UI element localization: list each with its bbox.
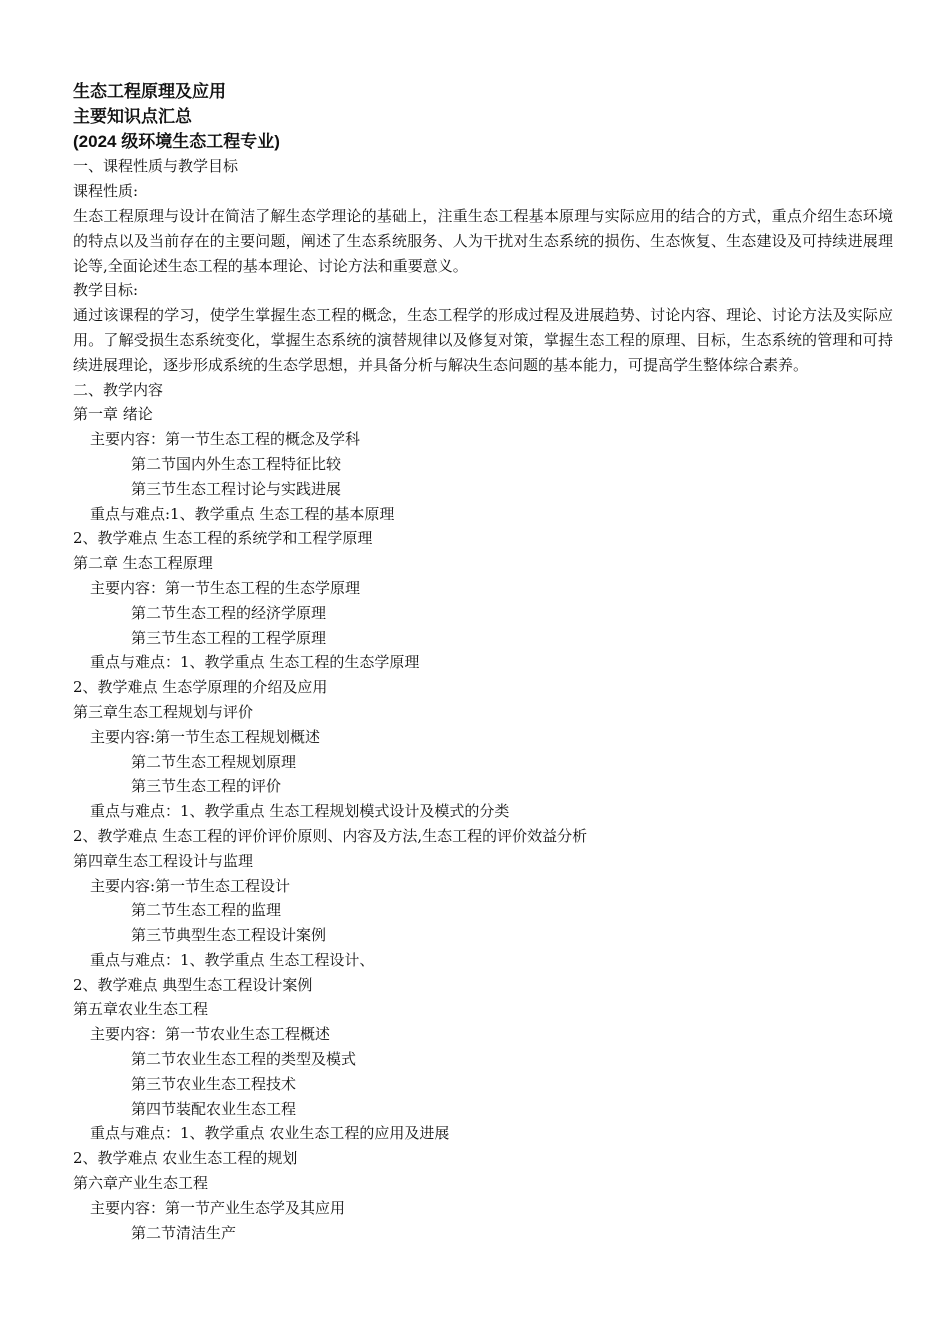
content-line: 第二章 生态工程原理 <box>73 554 213 573</box>
content-line: 重点与难点：1、教学重点 生态工程的生态学原理 <box>90 653 420 672</box>
content-line: 重点与难点：1、教学重点 生态工程规划模式设计及模式的分类 <box>90 802 510 821</box>
content-line: 重点与难点：1、教学重点 农业生态工程的应用及进展 <box>90 1124 450 1143</box>
content-line: 第二节农业生态工程的类型及模式 <box>131 1050 357 1069</box>
teaching-goal-text: 通过该课程的学习，使学生掌握生态工程的概念，生态工程学的形成过程及进展趋势、讨论内容、理论、讨论方法及实际应用。了解受损生态系统变化，掌握生态系统的演替规律以及修复对策，掌握生态工程的原理、目标，生态系统的管理和可持续进展理论，逐步形成系统的生态学思想，并具备分析与解决生态问题的基本能力，可提高学生整体综合素养。 <box>73 306 893 374</box>
content-line: 2、教学难点 生态工程的评价评价原则、内容及方法,生态工程的评价效益分析 <box>73 826 588 845</box>
content-line: 第三节生态工程的工程学原理 <box>131 628 327 647</box>
content-line: 主要内容：第一节生态工程的概念及学科 <box>90 430 361 449</box>
content-line: 第二节生态工程规划原理 <box>131 752 297 771</box>
content-line: 主要内容：第一节生态工程的生态学原理 <box>90 578 361 597</box>
content-line: 2、教学难点 生态学原理的介绍及应用 <box>73 678 328 697</box>
content-line: 第四章生态工程设计与监理 <box>73 851 254 870</box>
content-line: 2、教学难点 典型生态工程设计案例 <box>73 975 313 994</box>
section-heading-course: 一、课程性质与教学目标 <box>73 157 239 176</box>
content-line: 第三节生态工程的评价 <box>131 777 282 796</box>
content-line: 第四节装配农业生态工程 <box>131 1099 297 1118</box>
content-line: 第三节农业生态工程技术 <box>131 1074 297 1093</box>
teaching-goal-label: 教学目标: <box>73 281 139 300</box>
program-label: (2024 级环境生态工程专业) <box>73 131 280 151</box>
content-line: 第二节生态工程的经济学原理 <box>131 603 327 622</box>
content-line: 重点与难点:1、教学重点 生态工程的基本原理 <box>90 504 395 523</box>
content-line: 第六章产业生态工程 <box>73 1174 209 1193</box>
section-heading-content: 二、教学内容 <box>73 380 164 399</box>
teaching-content-list <box>73 402 893 1245</box>
document-page <box>73 80 893 1245</box>
course-nature-text: 生态工程原理与设计在简洁了解生态学理论的基础上，注重生态工程基本原理与实际应用的结合的方式，重点介绍生态环境的特点以及当前存在的主要问题，阐述了生态系统服务、人为干扰对生态系统的损伤、生态恢复、生态建设及可持续进展理论等,全面论述生态工程的基本理论、讨论方法和重要意义。 <box>73 206 893 275</box>
content-line: 第三节生态工程讨论与实践进展 <box>131 479 342 498</box>
content-line: 2、教学难点 生态工程的系统学和工程学原理 <box>73 529 373 548</box>
content-line: 第三节典型生态工程设计案例 <box>131 926 327 945</box>
content-line: 第一章 绪论 <box>73 405 153 424</box>
content-line: 重点与难点：1、教学重点 生态工程设计、 <box>90 950 375 969</box>
document-title: 生态工程原理及应用 <box>73 82 226 101</box>
content-line: 第二节清洁生产 <box>131 1223 237 1242</box>
content-line: 主要内容:第一节生态工程规划概述 <box>90 727 321 746</box>
content-line: 第三章生态工程规划与评价 <box>73 702 254 721</box>
content-line: 第五章农业生态工程 <box>73 1000 209 1019</box>
content-line: 2、教学难点 农业生态工程的规划 <box>73 1149 298 1168</box>
content-line: 第二节国内外生态工程特征比较 <box>131 454 342 473</box>
content-line: 主要内容：第一节农业生态工程概述 <box>90 1025 331 1044</box>
content-line: 第二节生态工程的监理 <box>131 901 282 920</box>
course-nature-label: 课程性质: <box>73 182 139 201</box>
content-line: 主要内容:第一节生态工程设计 <box>90 876 291 895</box>
document-subtitle: 主要知识点汇总 <box>73 106 192 126</box>
content-line: 主要内容：第一节产业生态学及其应用 <box>90 1198 346 1217</box>
